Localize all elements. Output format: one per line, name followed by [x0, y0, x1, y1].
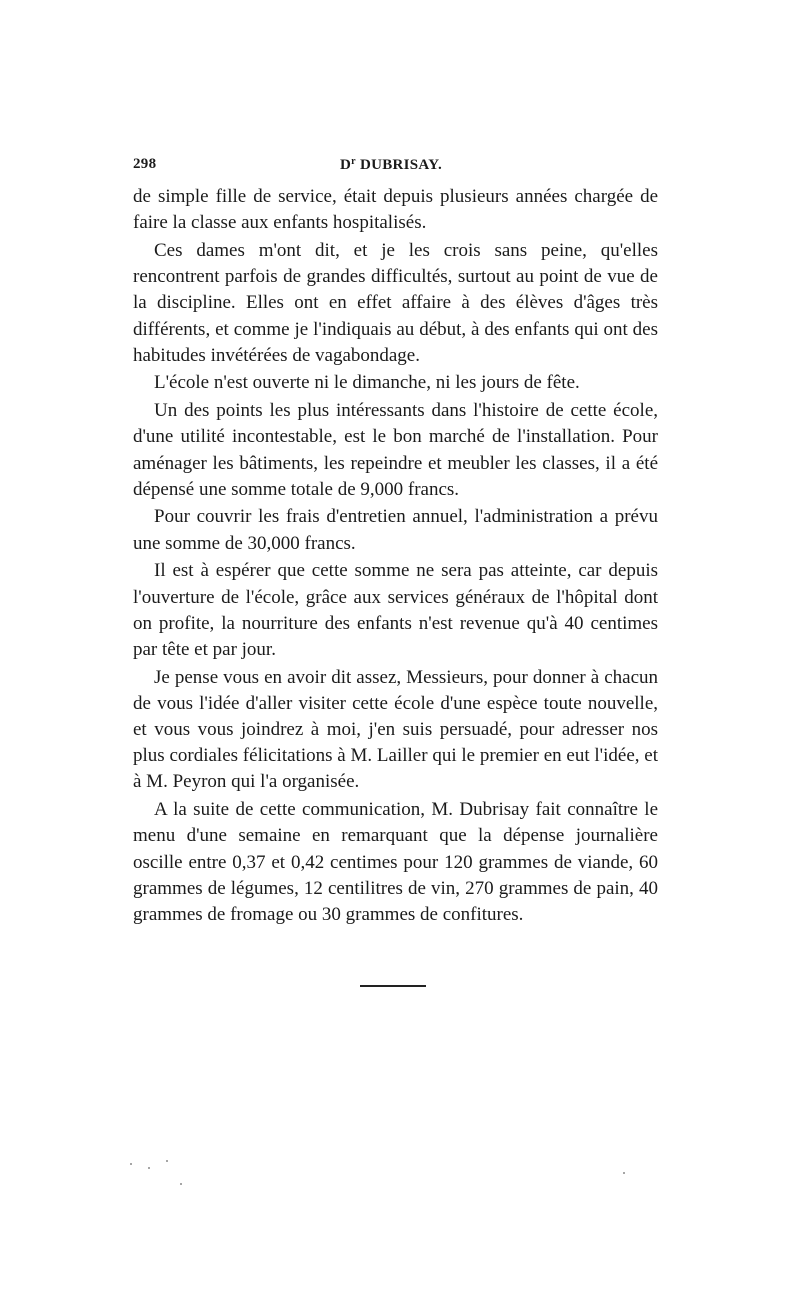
section-end-rule	[360, 985, 426, 987]
paragraph: A la suite de cette communication, M. Dubrisay fait connaître le menu d'une semaine en remarquant que la dépense journalière oscille entre 0,37 et 0,42 centimes pour 120 grammes de viande, 60 grammes de légumes, 12 centilitres de vin, 270 grammes de pain, 40 grammes de fromage ou 30 grammes de confitures.	[133, 799, 658, 925]
paper-speck	[623, 1172, 625, 1174]
author-prefix: D	[340, 157, 352, 173]
author-name: DUBRISAY.	[359, 157, 442, 173]
paragraph: Je pense vous en avoir dit assez, Messieurs, pour donner à chacun de vous l'idée d'aller visiter cette école d'une espèce toute nouvelle, et vous vous joindrez à moi, j'en suis persuadé, pour adresser nos plus cordiales félicitations à M. Lailler qui le premier en eut l'idée, et à M. Peyron qui l'a organisée.	[133, 666, 658, 793]
paragraph: Pour couvrir les frais d'entretien annuel, l'administration a prévu une somme de 30,000 francs.	[133, 506, 658, 554]
body-text	[133, 184, 658, 928]
page-number: 298	[133, 156, 157, 172]
paper-speck	[166, 1160, 168, 1162]
paragraph: Ces dames m'ont dit, et je les crois sans peine, qu'elles rencontrent parfois de grandes difficultés, surtout au point de vue de la discipline. Elles ont en effet affaire à des élèves d'âges très différents, et comme je l'indiquais au début, à des enfants qui ont des habitudes invétérées de vagabondage.	[133, 239, 658, 366]
paper-speck	[180, 1183, 182, 1185]
paragraph: Il est à espérer que cette somme ne sera pas atteinte, car depuis l'ouverture de l'école, grâce aux services généraux de l'hôpital dont on profite, la nourriture des enfants n'est revenue qu'à 40 centimes par tête et par jour.	[133, 560, 658, 660]
paper-speck	[130, 1163, 132, 1165]
paragraph: Un des points les plus intéressants dans l'histoire de cette école, d'une utilité incontestable, est le bon marché de l'installation. Pour aménager les bâtiments, les repeindre et meubler les classes, il a été dépensé une somme totale de 9,000 francs.	[133, 400, 658, 500]
author-title-suffix: r	[351, 156, 356, 167]
paragraph: L'école n'est ouverte ni le dimanche, ni les jours de fête.	[154, 372, 580, 394]
page-header	[133, 156, 658, 178]
running-head	[340, 156, 442, 174]
paragraph-continued: de simple fille de service, était depuis plusieurs années chargée de faire la classe aux enfants hospitalisés.	[133, 186, 658, 234]
paper-speck	[148, 1167, 150, 1169]
